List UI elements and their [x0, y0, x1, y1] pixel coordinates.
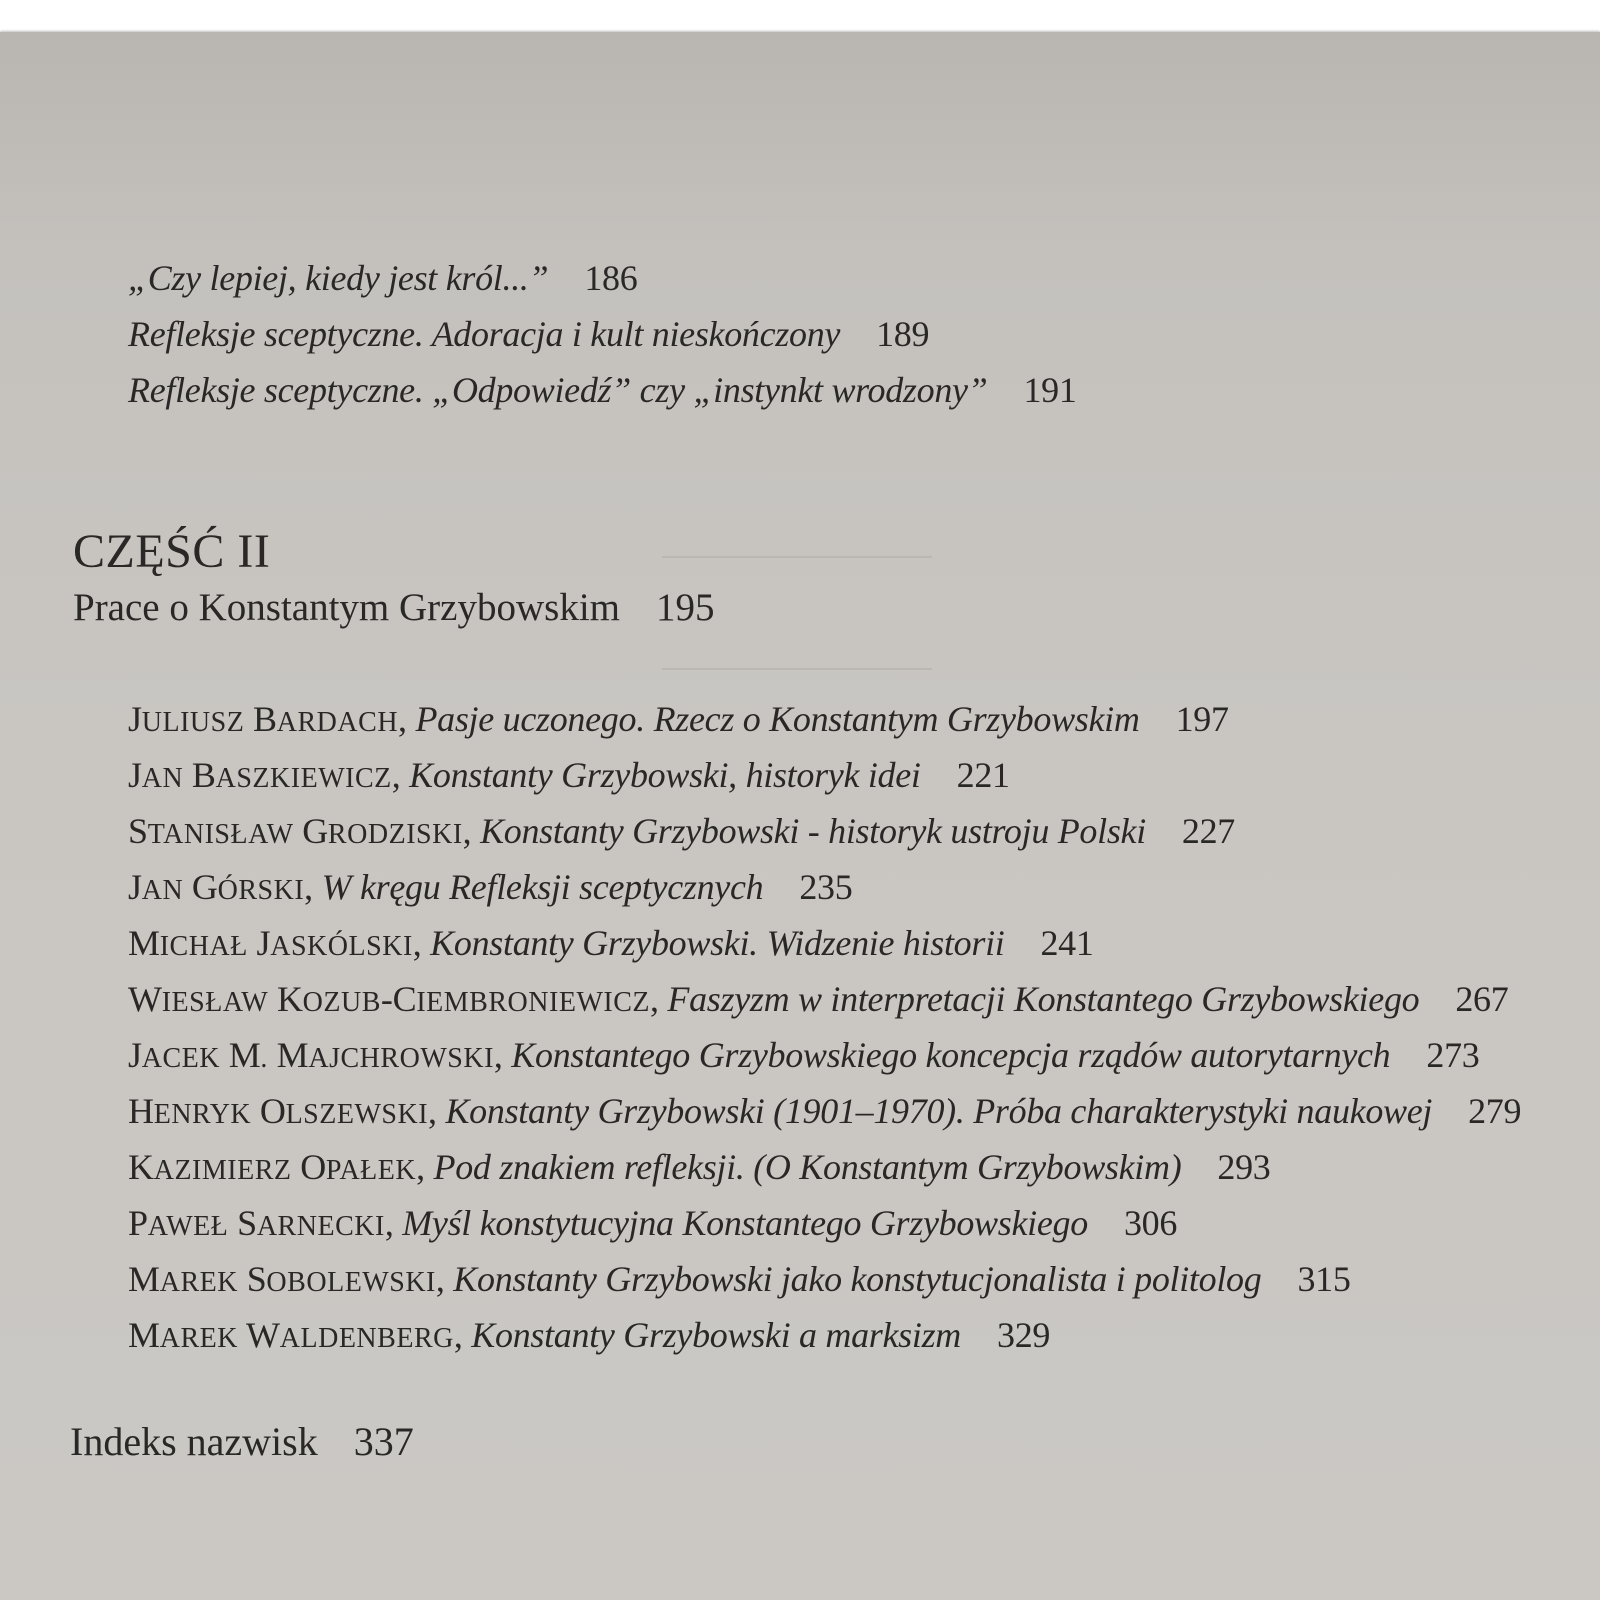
author-last-name: KOZUB-CIEMBRONIEWICZ: [276, 979, 651, 1019]
entry-title: Pod znakiem refleksji. (O Konstantym Grzybowskim): [433, 1147, 1182, 1187]
author-last-name: JASKÓLSKI: [256, 923, 413, 963]
entry-title: Pasje uczonego. Rzecz o Konstantym Grzybowskim: [415, 699, 1140, 739]
entry-page-number: 221: [956, 755, 1010, 795]
author-name: [128, 811, 463, 851]
author-name: [128, 923, 413, 963]
toc-entry: JULIUSZ BARDACH, Pasje uczonego. Rzecz o Konstantym Grzybowskim 197: [128, 699, 1229, 739]
author-name: [128, 699, 398, 739]
author-name: [128, 1091, 428, 1131]
entry-page-number: 191: [1023, 370, 1077, 410]
entry-page-number: 329: [997, 1315, 1051, 1355]
author-first-name: HENRYK: [128, 1091, 252, 1131]
entry-page-number: 186: [584, 258, 638, 298]
entry-title: Konstanty Grzybowski - historyk ustroju Polski: [480, 811, 1146, 851]
toc-entry: [128, 316, 929, 352]
toc-entry: PAWEŁ SARNECKI, Myśl konstytucyjna Konstantego Grzybowskiego 306: [128, 1203, 1178, 1243]
entry-page-number: 267: [1455, 979, 1509, 1019]
part-heading: CZĘŚĆ II: [73, 525, 271, 578]
toc-entry: [128, 260, 637, 296]
toc-entry: JACEK M. MAJCHROWSKI, Konstantego Grzybowskiego koncepcja rządów autorytarnych 273: [128, 1035, 1480, 1075]
toc-entry: KAZIMIERZ OPAŁEK, Pod znakiem refleksji. (O Konstantym Grzybowskim) 293: [128, 1147, 1271, 1187]
entry-page-number: 197: [1175, 699, 1229, 739]
author-first-name: PAWEŁ: [128, 1203, 229, 1243]
entry-title: Konstanty Grzybowski. Widzenie historii: [430, 923, 1005, 963]
part-title-row: [73, 588, 715, 627]
entry-title: Faszyzm w interpretacji Konstantego Grzybowskiego: [667, 979, 1420, 1019]
author-last-name: MAJCHROWSKI: [276, 1035, 494, 1075]
entry-title: Refleksje sceptyczne. „Odpowiedź” czy „instynkt wrodzony”: [128, 370, 988, 410]
author-first-name: KAZIMIERZ: [128, 1147, 292, 1187]
author-name: [128, 1315, 454, 1355]
entry-title: W kręgu Refleksji sceptycznych: [321, 867, 764, 907]
toc-entry: JAN BASZKIEWICZ, Konstanty Grzybowski, historyk idei 221: [128, 755, 1010, 795]
toc-entry: [128, 372, 1077, 408]
toc-entry: MAREK WALDENBERG, Konstanty Grzybowski a marksizm 329: [128, 1315, 1051, 1355]
author-last-name: SOBOLEWSKI: [246, 1259, 436, 1299]
author-name: [128, 1259, 436, 1299]
index-page-number: 337: [353, 1419, 414, 1464]
part-page-number: 195: [656, 586, 715, 629]
author-name: [128, 1035, 494, 1075]
author-last-name: SARNECKI: [237, 1203, 385, 1243]
toc-entry: HENRYK OLSZEWSKI, Konstanty Grzybowski (1901–1970). Próba charakterystyki naukowej 279: [128, 1091, 1522, 1131]
entry-page-number: 189: [876, 314, 930, 354]
author-last-name: GRODZISKI: [302, 811, 463, 851]
bleed-through-rule-top: [662, 556, 932, 558]
entry-title: Konstantego Grzybowskiego koncepcja rządów autorytarnych: [511, 1035, 1391, 1075]
author-last-name: BASZKIEWICZ: [191, 755, 392, 795]
author-name: [128, 755, 392, 795]
entry-page-number: 227: [1181, 811, 1236, 851]
author-name: [128, 979, 650, 1019]
author-first-name: MAREK: [128, 1259, 238, 1299]
entry-page-number: 293: [1217, 1147, 1271, 1187]
entry-title: Konstanty Grzybowski jako konstytucjonalista i politolog: [453, 1259, 1262, 1299]
author-last-name: WALDENBERG: [246, 1315, 454, 1355]
toc-entry: WIESŁAW KOZUB-CIEMBRONIEWICZ, Faszyzm w interpretacji Konstantego Grzybowskiego 267: [128, 979, 1509, 1019]
author-first-name: MICHAŁ: [128, 923, 248, 963]
entry-title: Konstanty Grzybowski a marksizm: [471, 1315, 961, 1355]
author-first-name: JAN: [128, 867, 184, 907]
toc-entry: MAREK SOBOLEWSKI, Konstanty Grzybowski jako konstytucjonalista i politolog 315: [128, 1259, 1351, 1299]
author-last-name: GÓRSKI: [191, 867, 305, 907]
author-last-name: OLSZEWSKI: [259, 1091, 429, 1131]
entry-page-number: 235: [799, 867, 853, 907]
author-first-name: JACEK M.: [128, 1035, 268, 1075]
toc-entry: MICHAŁ JASKÓLSKI, Konstanty Grzybowski. Widzenie historii 241: [128, 923, 1094, 963]
author-first-name: JULIUSZ: [128, 699, 245, 739]
part-title: Prace o Konstantym Grzybowskim: [73, 586, 620, 629]
author-first-name: WIESŁAW: [128, 979, 269, 1019]
entry-page-number: 306: [1123, 1203, 1178, 1243]
entry-title: Konstanty Grzybowski, historyk idei: [409, 755, 921, 795]
index-entry: [70, 1419, 414, 1464]
index-label: Indeks nazwisk: [70, 1419, 318, 1464]
author-first-name: JAN: [128, 755, 184, 795]
entry-title: Refleksje sceptyczne. Adoracja i kult nieskończony: [128, 314, 841, 354]
entry-title: „Czy lepiej, kiedy jest król...”: [128, 258, 549, 298]
entry-page-number: 273: [1426, 1035, 1480, 1075]
author-name: [128, 1203, 385, 1243]
toc-entry: STANISŁAW GRODZISKI, Konstanty Grzybowski - historyk ustroju Polski 227: [128, 811, 1236, 851]
author-first-name: MAREK: [128, 1315, 238, 1355]
entry-page-number: 279: [1468, 1091, 1522, 1131]
author-first-name: STANISŁAW: [128, 811, 294, 851]
entry-title: Myśl konstytucyjna Konstantego Grzybowskiego: [402, 1203, 1088, 1243]
entry-page-number: 315: [1297, 1259, 1351, 1299]
toc-entry: JAN GÓRSKI, W kręgu Refleksji sceptycznych 235: [128, 867, 853, 907]
author-name: [128, 1147, 416, 1187]
author-last-name: OPAŁEK: [300, 1147, 417, 1187]
entry-page-number: 241: [1040, 923, 1094, 963]
author-last-name: BARDACH: [253, 699, 399, 739]
book-page: [0, 32, 1600, 1600]
entry-title: Konstanty Grzybowski (1901–1970). Próba charakterystyki naukowej: [445, 1091, 1433, 1131]
author-name: [128, 867, 304, 907]
bleed-through-rule-bottom: [662, 668, 932, 670]
